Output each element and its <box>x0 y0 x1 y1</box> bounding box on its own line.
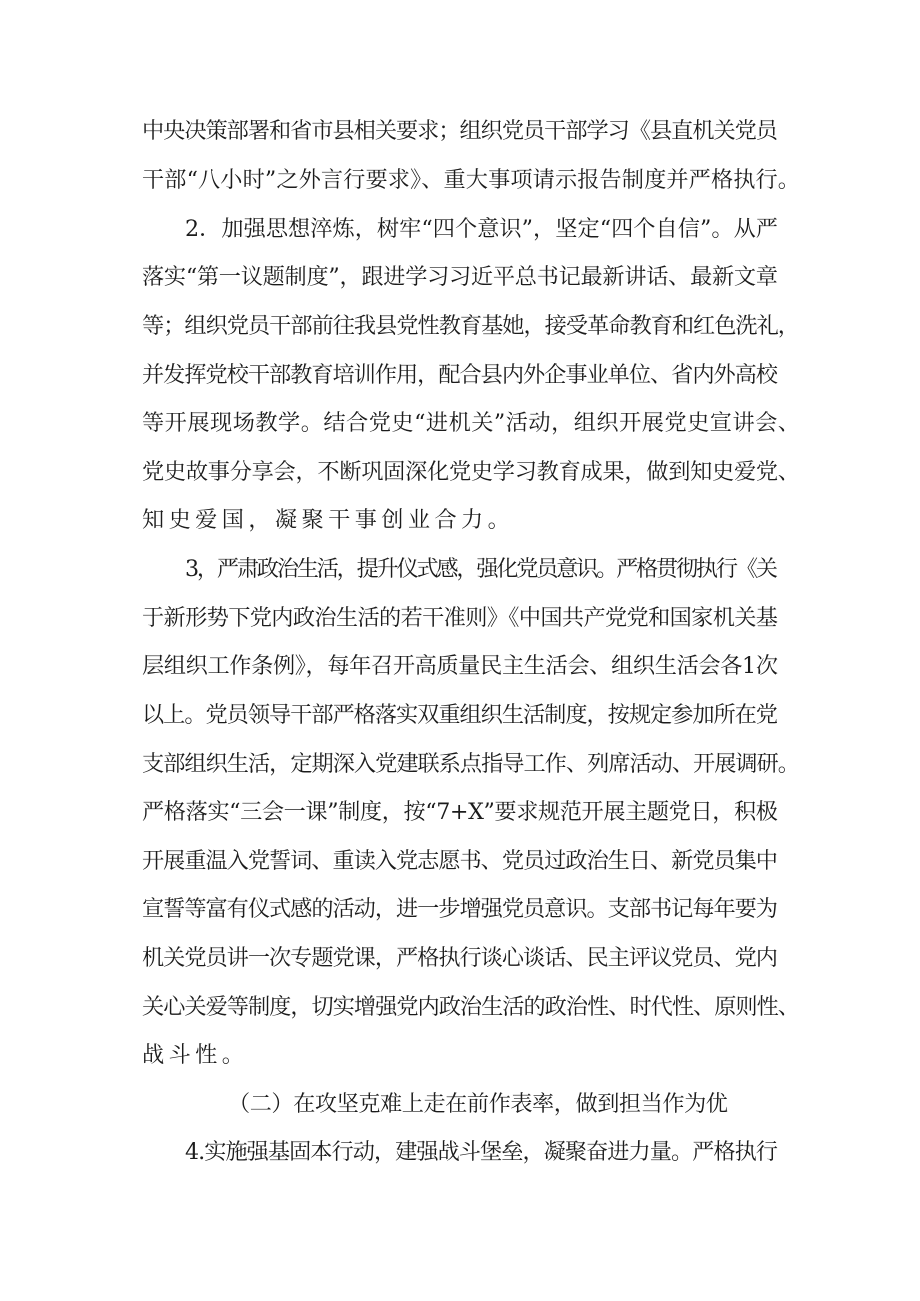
text-line: 落实“第一议题制度”，跟进学习习近平总书记最新讲话、最新文章 <box>142 264 778 290</box>
text-line: 2．加强思想淬炼，树牢“四个意识”，坚定“四个自信”。从严 <box>185 216 778 242</box>
text-line: 于新形势下党内政治生活的若干准则》《中国共产党党和国家机关基 <box>142 605 778 631</box>
text-line: 中央决策部署和省市县相关要求；组织党员干部学习《县直机关党员 <box>142 118 777 144</box>
text-line: 3，严肃政治生活，提升仪式感，强化党员意识。严格贯彻执行《关 <box>185 556 776 582</box>
text-line: 支部组织生活，定期深入党建联系点指导工作、列席活动、开展调研。 <box>142 751 800 777</box>
text-line: 4.实施强基固本行动，建强战斗堡垒，凝聚奋进力量。严格执行 <box>185 1139 778 1165</box>
section-heading: （二）在攻坚克难上走在前作表率，做到担当作为优 <box>228 1091 728 1117</box>
text-line: 知史爱国，凝聚干事创业合力。 <box>142 507 515 533</box>
text-line: 开展重温入党誓词、重读入党志愿书、党员过政治生日、新党员集中 <box>142 848 777 874</box>
text-line: 等开展现场教学。结合党史“进机关”活动，组织开展党史宣讲会、 <box>142 410 800 436</box>
text-line: 干部“八小时”之外言行要求》、重大事项请示报告制度并严格执行。 <box>142 167 800 193</box>
text-line: 层组织工作条例》，每年召开高质量民主生活会、组织生活会各1次 <box>142 653 778 679</box>
text-line: 党史故事分享会，不断巩固深化党史学习教育成果，做到知史爱党、 <box>142 459 800 485</box>
text-line: 并发挥党校干部教育培训作用，配合县内外企事业单位、省内外高校 <box>142 362 777 388</box>
text-line: 等；组织党员干部前往我县党性教育基她，接受革命教育和红色洗礼， <box>142 313 800 339</box>
text-line: 战斗性。 <box>142 1042 249 1068</box>
text-line: 严格落实“三会一课”制度，按“7+X”要求规范开展主题党日，积极 <box>142 799 778 825</box>
text-line: 以上。党员领导干部严格落实双重组织生活制度，按规定参加所在党 <box>142 702 777 728</box>
text-line: 宣誓等富有仪式感的活动，进一步增强党员意识。支部书记每年要为 <box>142 896 777 922</box>
text-line: 机关党员讲一次专题党课，严格执行谈心谈话、民主评议党员、党内 <box>142 945 777 971</box>
text-line: 关心关爱等制度，切实增强党内政治生活的政治性、时代性、原则性、 <box>142 994 800 1020</box>
